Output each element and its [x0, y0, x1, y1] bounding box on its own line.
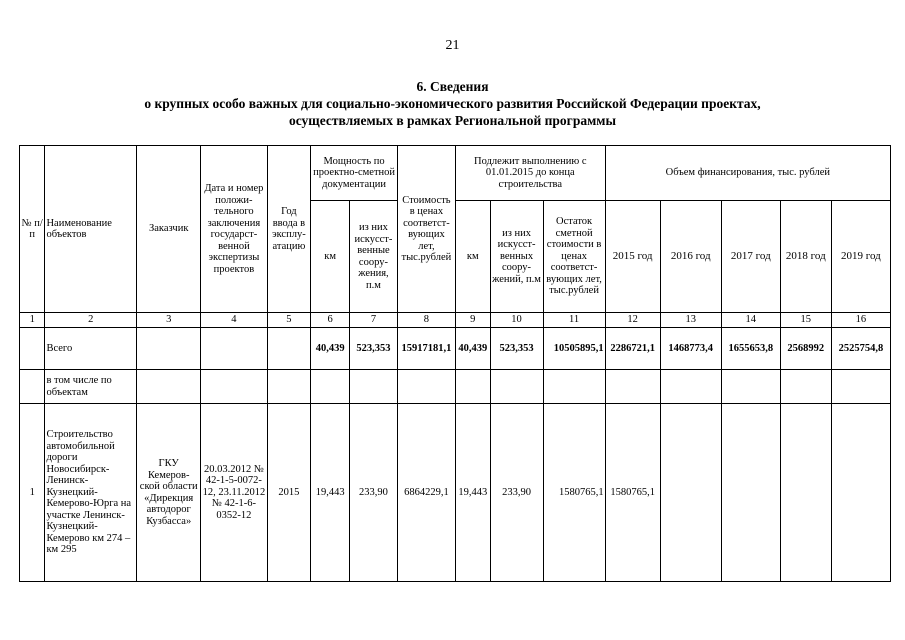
including-label: в том числе по объектам — [45, 370, 137, 404]
column-number: 9 — [455, 313, 490, 328]
project-y2019 — [831, 404, 890, 582]
column-number: 6 — [311, 313, 350, 328]
header-rem-cost: Остаток сметной стоимости в ценах соответст-вующих лет, тыс.рублей — [543, 201, 605, 313]
header-num: № п/п — [20, 146, 45, 313]
column-number: 7 — [350, 313, 398, 328]
column-number: 13 — [660, 313, 721, 328]
column-number: 10 — [490, 313, 543, 328]
header-cap-km: км — [311, 201, 350, 313]
including-row — [20, 370, 891, 404]
header-funding-group: Объем финансирования, тыс. рублей — [605, 146, 890, 201]
total-y2015: 2286721,1 — [605, 328, 660, 370]
project-customer: ГКУ Кемеров-ской области «Дирекция автодорог Кузбасса» — [137, 404, 201, 582]
header-remaining-group: Подлежит выполнению с 01.01.2015 до конца строительства — [455, 146, 605, 201]
project-expertise: 20.03.2012 № 42-1-5-0072-12, 23.11.2012 № 42-1-6-0352-12 — [201, 404, 267, 582]
column-number: 1 — [20, 313, 45, 328]
total-customer — [137, 328, 201, 370]
project-name: Строительство автомобильной дороги Новосибирск-Ленинск-Кузнецкий-Кемерово-Юрга на участке Ленинск-Кузнецкий-Кемерово км 274 – км 295 — [45, 404, 137, 582]
total-label: Всего — [45, 328, 137, 370]
project-rem-cost: 1580765,1 — [543, 404, 605, 582]
project-row — [20, 404, 891, 582]
total-y2019: 2525754,8 — [831, 328, 890, 370]
project-y2016 — [660, 404, 721, 582]
project-num: 1 — [20, 404, 45, 582]
project-year: 2015 — [267, 404, 311, 582]
title-line-3: осуществляемых в рамках Региональной программы — [288, 113, 617, 128]
header-customer: Заказчик — [137, 146, 201, 313]
header-cap-art: из них искусст-венные соору-жения, п.м — [350, 201, 398, 313]
project-cap-art: 233,90 — [350, 404, 398, 582]
title-line-2: о крупных особо важных для социально-экономического развития Российской Федерации проектах, — [144, 96, 761, 111]
project-rem-km: 19,443 — [455, 404, 490, 582]
project-rem-art: 233,90 — [490, 404, 543, 582]
total-expertise — [201, 328, 267, 370]
column-number: 4 — [201, 313, 267, 328]
column-number: 12 — [605, 313, 660, 328]
header-name: Наименование объектов — [45, 146, 137, 313]
project-y2018 — [780, 404, 831, 582]
total-cap-km: 40,439 — [311, 328, 350, 370]
header-capacity-group: Мощность по проектно-сметной документации — [311, 146, 398, 201]
header-rem-art: из них искусст-венных соору-жений, п.м — [490, 201, 543, 313]
header-expertise: Дата и номер положи-тельного заключения государст-венной экспертизы проектов — [201, 146, 267, 313]
total-y2017: 1655653,8 — [721, 328, 780, 370]
total-cost: 15917181,1 — [397, 328, 455, 370]
column-number: 14 — [721, 313, 780, 328]
projects-table — [19, 145, 891, 582]
column-number: 5 — [267, 313, 311, 328]
column-number: 15 — [780, 313, 831, 328]
total-rem-cost: 10505895,1 — [543, 328, 605, 370]
header-y2016: 2016 год — [660, 201, 721, 313]
header-year: Год ввода в эксплу-атацию — [267, 146, 311, 313]
title-line-1: 6. Сведения — [416, 79, 489, 94]
header-y2017: 2017 год — [721, 201, 780, 313]
column-number: 2 — [45, 313, 137, 328]
project-y2017 — [721, 404, 780, 582]
total-y2016: 1468773,4 — [660, 328, 721, 370]
project-y2015: 1580765,1 — [605, 404, 660, 582]
header-y2015: 2015 год — [605, 201, 660, 313]
header-y2018: 2018 год — [780, 201, 831, 313]
total-year — [267, 328, 311, 370]
column-number: 11 — [543, 313, 605, 328]
total-rem-km: 40,439 — [455, 328, 490, 370]
total-num — [20, 328, 45, 370]
page-number: 21 — [445, 38, 460, 53]
project-cap-km: 19,443 — [311, 404, 350, 582]
header-y2019: 2019 год — [831, 201, 890, 313]
column-number: 16 — [831, 313, 890, 328]
total-y2018: 2568992 — [780, 328, 831, 370]
header-rem-km: км — [455, 201, 490, 313]
total-row — [20, 328, 891, 370]
column-number: 8 — [397, 313, 455, 328]
total-rem-art: 523,353 — [490, 328, 543, 370]
project-cost: 6864229,1 — [397, 404, 455, 582]
total-cap-art: 523,353 — [350, 328, 398, 370]
column-number-row — [20, 313, 891, 328]
document-title — [0, 78, 905, 129]
header-cost: Стоимость в ценах соответст-вующих лет, тыс.рублей — [397, 146, 455, 313]
column-number: 3 — [137, 313, 201, 328]
